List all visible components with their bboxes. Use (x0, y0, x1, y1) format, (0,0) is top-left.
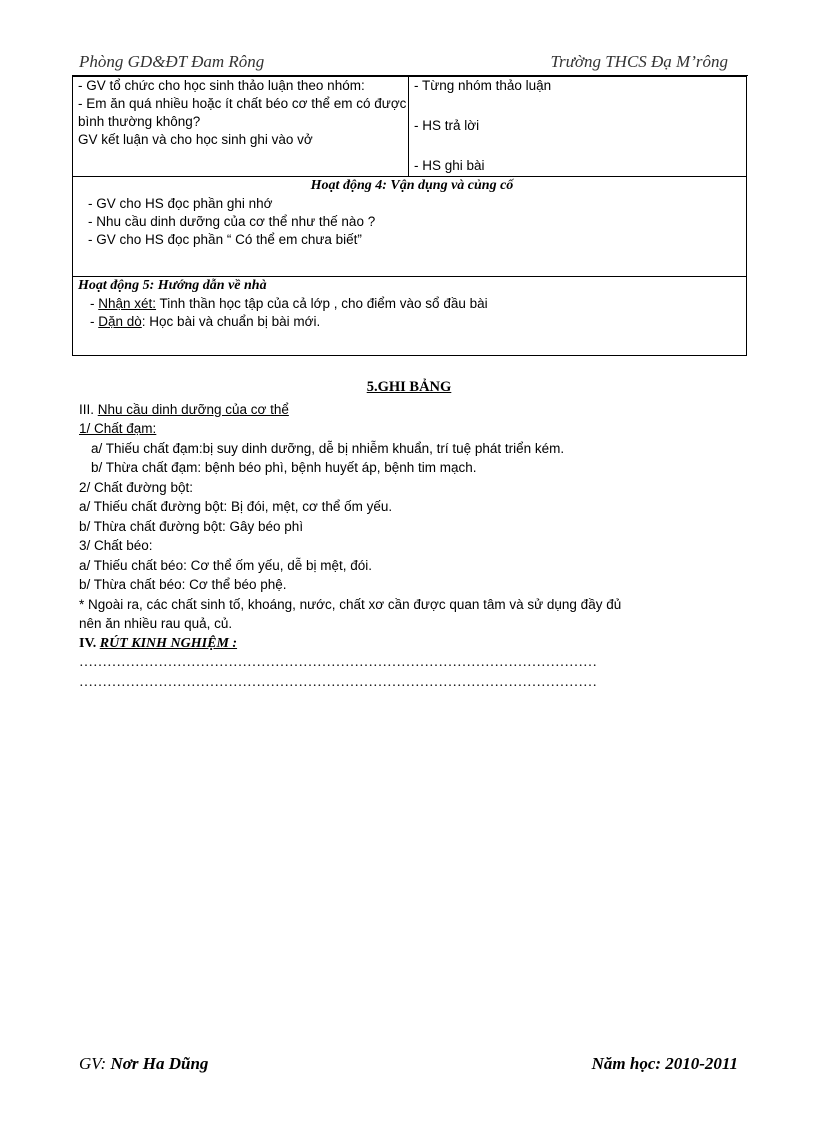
note-line: b/ Thừa chất đạm: bệnh béo phì, bệnh huyết áp, bệnh tim mạch. (91, 460, 477, 475)
subsection-heading: 3/ Chất béo: (79, 538, 153, 553)
subsection-heading: 2/ Chất đường bột: (79, 479, 193, 495)
section-heading: IV. RÚT KINH NGHIỆM : (79, 635, 238, 651)
footer-teacher: GV: Nơr Ha Dũng (79, 1054, 209, 1073)
student-step: - HS ghi bài (414, 158, 485, 173)
student-step: - Từng nhóm thảo luận (414, 78, 552, 93)
table-row (73, 177, 747, 277)
activity-4-item: - GV cho HS đọc phần ghi nhớ (88, 196, 273, 211)
dotted-line: ………………………………………………………………………………………………… (79, 655, 597, 670)
note-line: a/ Thiếu chất đường bột: Bị đói, mệt, cơ thể ốm yếu. (79, 499, 393, 514)
note-line: b/ Thừa chất đường bột: Gây béo phì (79, 518, 304, 534)
footer-school-year: Năm học: 2010-2011 (591, 1054, 738, 1073)
dotted-line: ………………………………………………………………………………………………… (79, 674, 597, 690)
table-row (73, 77, 747, 177)
student-activity-cell (409, 77, 747, 177)
activity-4-cell (73, 177, 747, 277)
table-row (73, 277, 747, 356)
activity-5-item: - Nhận xét: Tinh thần học tập của cả lớp , cho điểm vào sổ đầu bài (90, 296, 488, 311)
teacher-step: - Em ăn quá nhiều hoặc ít chất béo cơ thể em có được bình thường không? (78, 96, 407, 129)
section-heading: III. Nhu cầu dinh dưỡng của cơ thể (79, 401, 289, 417)
lesson-activity-table (72, 76, 747, 356)
header-school-name: Trường THCS Đạ M’rông (550, 52, 728, 71)
student-step: - HS trả lời (414, 118, 480, 133)
teacher-step: - GV tổ chức cho học sinh thảo luận theo nhóm: (78, 78, 365, 93)
board-notes (79, 378, 739, 692)
header-school-office: Phòng GD&ĐT Đam Rông (79, 52, 265, 71)
subsection-heading: 1/ Chất đạm: (79, 421, 157, 436)
note-line: nên ăn nhiều rau quả, củ. (79, 616, 233, 631)
activity-5-item: - Dặn dò: Học bài và chuẩn bị bài mới. (90, 314, 321, 329)
activity-4-title: Hoạt động 4: Vận dụng và củng cố (310, 178, 514, 193)
activity-5-title: Hoạt động 5: Hướng dẫn về nhà (78, 278, 267, 293)
teacher-activity-cell (73, 77, 409, 177)
teacher-step: GV kết luận và cho học sinh ghi vào vở (78, 132, 313, 147)
note-line: a/ Thiếu chất béo: Cơ thể ốm yếu, dễ bị mệt, đói. (79, 557, 373, 573)
board-notes-title: 5.GHI BẢNG (366, 379, 452, 395)
note-line: b/ Thừa chất béo: Cơ thể béo phệ. (79, 577, 287, 592)
activity-5-cell (73, 277, 747, 356)
note-line: * Ngoài ra, các chất sinh tố, khoáng, nước, chất xơ cần được quan tâm và sử dụng đầy đủ (79, 596, 622, 612)
activity-4-item: - Nhu cầu dinh dưỡng của cơ thể như thế nào ? (88, 214, 376, 229)
activity-4-item: - GV cho HS đọc phần “ Có thể em chưa biết” (88, 232, 362, 247)
note-line: a/ Thiếu chất đạm:bị suy dinh dưỡng, dễ bị nhiễm khuẩn, trí tuệ phát triển kém. (91, 440, 565, 456)
